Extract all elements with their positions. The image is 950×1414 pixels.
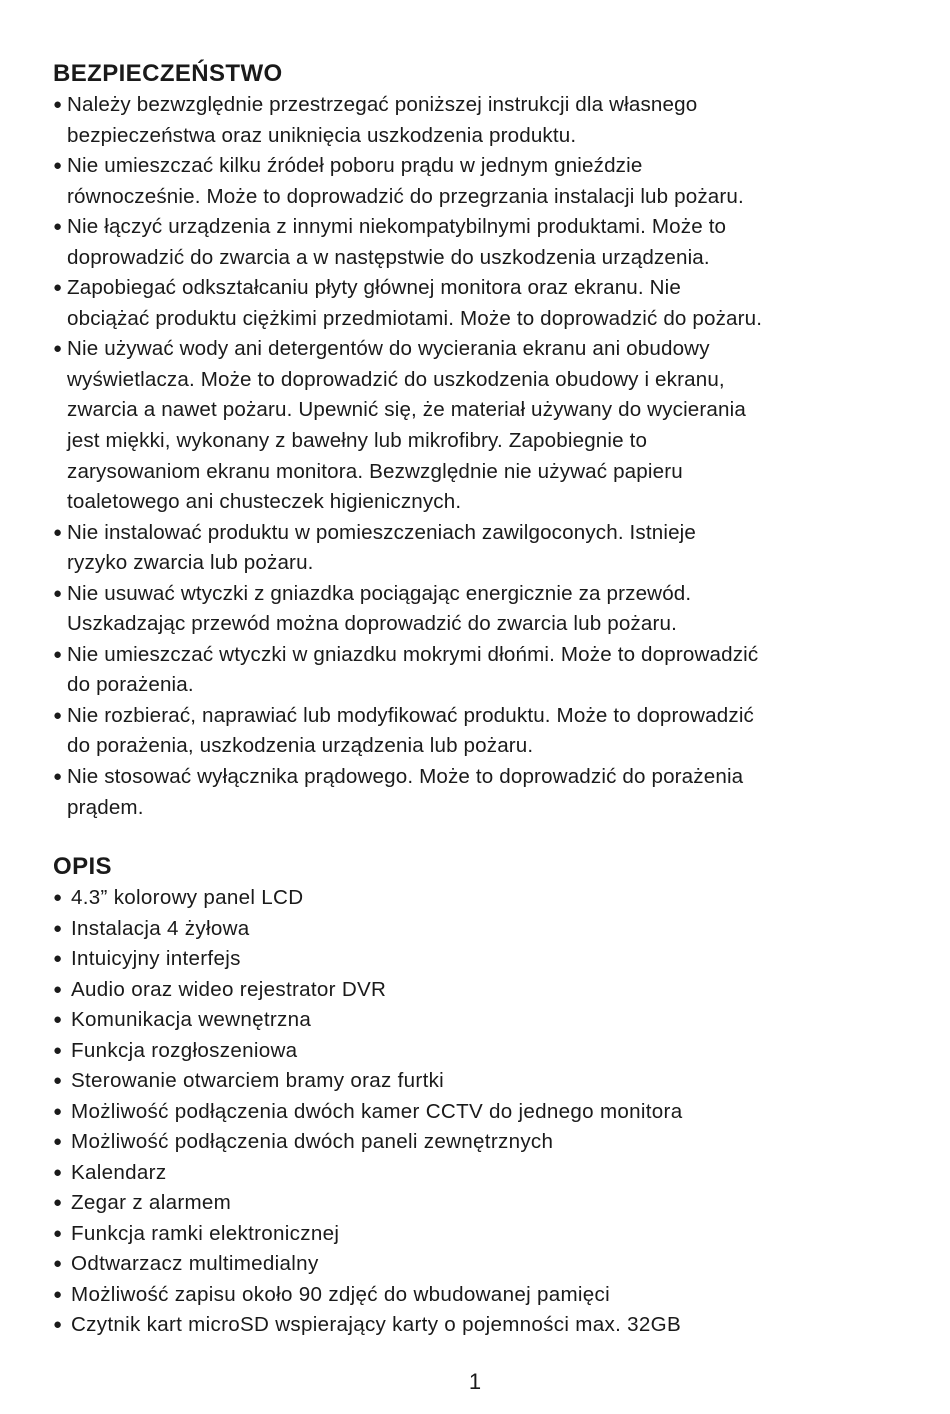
description-list-item [53, 914, 903, 945]
safety-item-line: Nie usuwać wtyczki z gniazdka pociągając energicznie za przewód. [67, 581, 692, 605]
safety-list-item [53, 273, 903, 334]
description-item-text: Kalendarz [71, 1160, 167, 1184]
description-item-text: 4.3” kolorowy panel LCD [71, 886, 304, 910]
description-list-item [53, 1219, 903, 1250]
safety-item-line: Zapobiegać odkształcaniu płyty głównej monitora oraz ekranu. Nie [67, 276, 682, 300]
description-item-text: Zegar z alarmem [71, 1191, 232, 1215]
safety-item-line: do porażenia. [67, 673, 194, 697]
description-list-item [53, 975, 903, 1006]
bullet-icon: ● [53, 1163, 63, 1181]
safety-list-item [53, 334, 903, 517]
bullet-icon: ● [53, 96, 63, 113]
bullet-icon: ● [53, 1194, 63, 1212]
description-heading: OPIS [53, 853, 112, 881]
description-list-item [53, 1280, 903, 1311]
page-number: 1 [468, 1369, 482, 1394]
bullet-icon: ● [53, 523, 63, 541]
safety-item-line: Nie umieszczać kilku źródeł poboru prądu w jednym gnieździe [67, 154, 643, 178]
safety-list-item [53, 212, 903, 273]
bullet-icon: ● [53, 980, 63, 998]
safety-list-item [53, 90, 903, 151]
bullet-icon: ● [53, 1102, 63, 1120]
description-list-item [53, 1188, 903, 1219]
safety-item-line: prądem. [67, 795, 144, 819]
safety-item-line: Nie instalować produktu w pomieszczeniach zawilgoconych. Istnieje [67, 520, 697, 544]
safety-item-line: wyświetlacza. Może to doprowadzić do uszkodzenia obudowy i ekranu, [67, 367, 725, 391]
safety-list-item [53, 518, 903, 579]
safety-item-line: Nie rozbierać, naprawiać lub modyfikować produktu. Może to doprowadzić [67, 703, 754, 727]
bullet-icon: ● [53, 1316, 63, 1334]
description-item-text: Instalacja 4 żyłowa [71, 916, 250, 940]
description-item-text: Odtwarzacz multimedialny [71, 1252, 319, 1276]
bullet-icon: ● [53, 768, 63, 786]
description-item-text: Audio oraz wideo rejestrator DVR [71, 977, 387, 1001]
safety-list-item [53, 579, 903, 640]
description-list-item [53, 1310, 903, 1341]
bullet-icon: ● [53, 1255, 63, 1273]
safety-item-line: Uszkadzając przewód można doprowadzić do zwarcia lub pożaru. [67, 612, 677, 636]
safety-item-line: obciążać produktu ciężkimi przedmiotami. Może to doprowadzić do pożaru. [67, 306, 763, 330]
safety-item-line: równocześnie. Może to doprowadzić do przegrzania instalacji lub pożaru. [67, 184, 744, 208]
safety-item-line: jest miękki, wykonany z bawełny lub mikrofibry. Zapobiegnie to [67, 429, 648, 453]
description-item-text: Sterowanie otwarciem bramy oraz furtki [71, 1069, 445, 1093]
bullet-icon: ● [53, 1072, 63, 1090]
safety-list-item [53, 701, 903, 762]
safety-item-line: ryzyko zwarcia lub pożaru. [67, 551, 314, 575]
safety-heading: BEZPIECZEŃSTWO [53, 60, 283, 87]
description-list-item [53, 1158, 903, 1189]
safety-list [53, 90, 903, 823]
description-list-item [53, 1249, 903, 1280]
safety-item-line: Należy bezwzględnie przestrzegać poniższej instrukcji dla własnego [67, 93, 698, 116]
safety-list-item [53, 640, 903, 701]
description-item-text: Możliwość podłączenia dwóch paneli zewnętrznych [71, 1130, 554, 1154]
safety-item-line: Nie stosować wyłącznika prądowego. Może to doprowadzić do porażenia [67, 765, 744, 789]
section-spacer [53, 823, 903, 851]
description-list [53, 883, 903, 1341]
safety-item-line: doprowadzić do zwarcia a w następstwie do uszkodzenia urządzenia. [67, 245, 710, 269]
bullet-icon: ● [53, 218, 63, 236]
description-list-item [53, 944, 903, 975]
description-list-item [53, 1127, 903, 1158]
bullet-icon: ● [53, 279, 63, 297]
bullet-icon: ● [53, 889, 63, 907]
bullet-icon: ● [53, 645, 63, 663]
description-list-item [53, 1097, 903, 1128]
document-page [53, 58, 903, 1341]
description-list-item [53, 883, 903, 914]
bullet-icon: ● [53, 919, 63, 937]
description-item-text: Funkcja ramki elektronicznej [71, 1221, 340, 1245]
bullet-icon: ● [53, 584, 63, 602]
description-list-item [53, 1066, 903, 1097]
safety-item-line: zwarcia a nawet pożaru. Upewnić się, że materiał używany do wycierania [67, 398, 746, 422]
description-item-text: Intuicyjny interfejs [71, 947, 241, 971]
safety-list-item [53, 151, 903, 212]
bullet-icon: ● [53, 1224, 63, 1242]
bullet-icon: ● [53, 1133, 63, 1151]
description-list-item [53, 1036, 903, 1067]
bullet-icon: ● [53, 157, 63, 175]
bullet-icon: ● [53, 950, 63, 968]
description-item-text: Możliwość podłączenia dwóch kamer CCTV do jednego monitora [71, 1099, 683, 1123]
safety-item-line: Nie umieszczać wtyczki w gniazdku mokrymi dłońmi. Może to doprowadzić [67, 642, 759, 666]
description-item-text: Komunikacja wewnętrzna [71, 1008, 312, 1032]
safety-item-line: zarysowaniom ekranu monitora. Bezwzględnie nie używać papieru [67, 459, 683, 483]
bullet-icon: ● [53, 340, 63, 358]
description-list-item [53, 1005, 903, 1036]
safety-item-line: Nie używać wody ani detergentów do wycierania ekranu ani obudowy [67, 337, 710, 361]
safety-item-line: do porażenia, uszkodzenia urządzenia lub pożaru. [67, 734, 534, 758]
description-item-text: Funkcja rozgłoszeniowa [71, 1038, 298, 1062]
bullet-icon: ● [53, 706, 63, 724]
safety-item-line: toaletowego ani chusteczek higienicznych. [67, 490, 462, 514]
safety-list-item [53, 762, 903, 823]
description-item-text: Czytnik kart microSD wspierający karty o pojemności max. 32GB [71, 1313, 681, 1337]
safety-item-line: Nie łączyć urządzenia z innymi niekompatybilnymi produktami. Może to [67, 215, 727, 239]
bullet-icon: ● [53, 1285, 63, 1303]
bullet-icon: ● [53, 1041, 63, 1059]
bullet-icon: ● [53, 1011, 63, 1029]
description-item-text: Możliwość zapisu około 90 zdjęć do wbudowanej pamięci [71, 1282, 611, 1306]
safety-item-line: bezpieczeństwa oraz uniknięcia uszkodzenia produktu. [67, 123, 577, 147]
